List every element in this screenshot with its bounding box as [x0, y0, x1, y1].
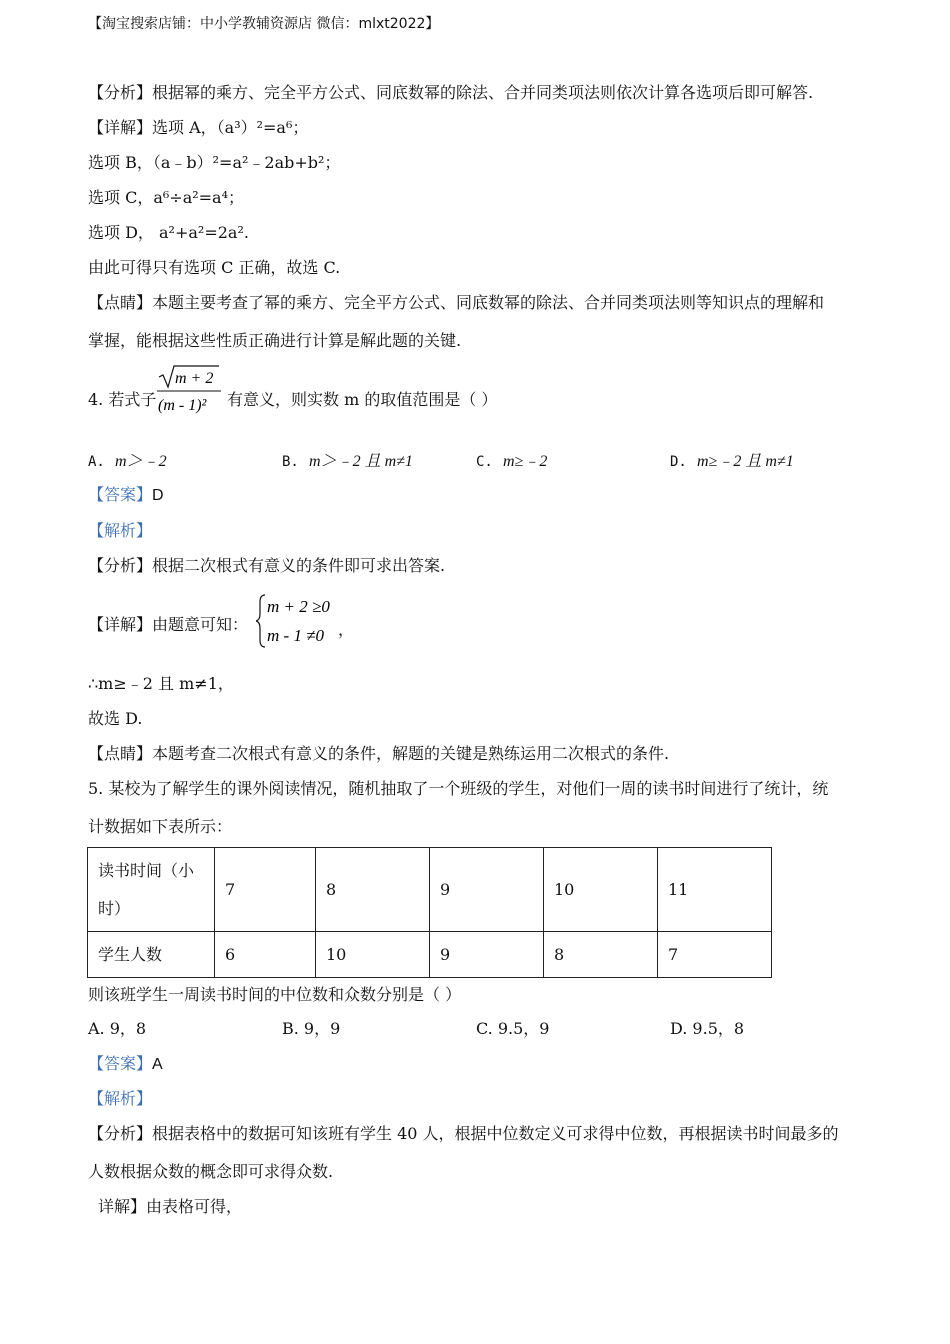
q4-analysis-tag: 【分析】 [88, 556, 153, 575]
q4-option-b-label: B. [282, 454, 299, 470]
q3-comment-line2: 掌握，能根据这些性质正确进行计算是解此题的关键. [88, 331, 462, 350]
q3-analysis [88, 83, 813, 103]
q5-hours-header-a: 读书时间（小 [98, 860, 195, 880]
q4-comment-text: 本题考查二次根式有意义的条件，解题的关键是熟练运用二次根式的条件. [152, 744, 670, 763]
q3-conclusion: 由此可得只有选项 C 正确，故选 C. [88, 258, 341, 277]
q5-count-header: 学生人数 [88, 932, 215, 978]
q4-option-b [282, 451, 413, 472]
q4-option-c [476, 451, 547, 472]
q5-answer-value: A [152, 1056, 163, 1073]
q5-answer [88, 1054, 163, 1075]
q5-analysis [88, 1124, 839, 1144]
q4-detail-tag: 【详解】 [88, 615, 153, 634]
q5-option-c: C. 9.5，9 [476, 1019, 550, 1038]
q4-choose: 故选 D. [88, 709, 143, 728]
q3-comment-tag: 【点睛】 [88, 293, 153, 312]
q4-explain-tag: 【解析】 [88, 521, 153, 540]
q3-analysis-text: 根据幂的乘方、完全平方公式、同底数幂的除法、合并同类项法则依次计算各选项后即可解答. [152, 83, 814, 102]
q5-count-cell: 9 [430, 932, 544, 978]
q5-option-d: D. 9.5，8 [670, 1019, 745, 1038]
q4-system-comma: ， [338, 620, 355, 639]
q4-option-d [670, 451, 794, 472]
q4-comment [88, 744, 669, 764]
q5-stem-line1: 5. 某校为了解学生的课外阅读情况，随机抽取了一个班级的学生，对他们一周的读书时间进行了统计，统 [88, 779, 829, 798]
q4-system-line1: m + 2 ≥0 [267, 597, 330, 616]
q4-option-c-text: m≥﹣2 [503, 453, 548, 470]
q5-stem-line2: 计数据如下表所示： [88, 817, 233, 836]
q5-data-table [87, 847, 772, 978]
q4-option-d-label: D. [670, 454, 687, 470]
q4-therefore: ∴m≥﹣2 且 m≠1， [88, 674, 234, 693]
q4-option-a [88, 451, 167, 472]
q3-detail-b: 选项 B，（a﹣b）²=a²﹣2ab+b²； [88, 153, 341, 172]
q4-numerator: m + 2 [175, 370, 214, 387]
q5-hours-cell: 8 [316, 848, 430, 932]
q4-stem-prefix: 4. 若式子 [88, 390, 157, 409]
q4-denominator: (m - 1)² [158, 397, 207, 414]
q3-detail-a-text: 选项 A，（a³）²=a⁶； [152, 118, 309, 137]
q4-stem-suffix: 有意义，则实数 m 的取值范围是（ ） [227, 390, 498, 409]
q5-hours-cell: 11 [658, 848, 772, 932]
q5-option-a: A. 9，8 [88, 1019, 147, 1038]
q4-radical-fraction [155, 362, 225, 418]
q5-count-cell: 8 [544, 932, 658, 978]
page-header-watermark: 【淘宝搜索店铺：中小学教辅资源店 微信：mlxt2022】 [88, 16, 440, 32]
q3-comment [88, 293, 824, 313]
q5-count-cell: 10 [316, 932, 430, 978]
q5-analysis-line2: 人数根据众数的概念即可求得众数. [88, 1162, 334, 1181]
q5-hours-cell: 9 [430, 848, 544, 932]
q5-explain-tag: 【解析】 [88, 1089, 153, 1108]
table-row [88, 932, 772, 978]
q3-detail-c: 选项 C，a⁶÷a²=a⁴； [88, 188, 245, 207]
table-row [88, 848, 772, 932]
q4-system-line2: m - 1 ≠0 [267, 626, 325, 645]
q5-detail-partial: 详解】由表格可得， [98, 1197, 243, 1216]
q4-option-c-label: C. [476, 454, 493, 470]
q5-count-cell: 6 [215, 932, 316, 978]
q4-option-a-text: m＞﹣2 [115, 453, 167, 470]
q4-option-d-text: m≥﹣2 且 m≠1 [697, 453, 794, 470]
q4-detail-text: 由题意可知： [152, 615, 249, 634]
q5-question: 则该班学生一周读书时间的中位数和众数分别是（ ） [88, 985, 462, 1004]
q5-analysis-line1: 根据表格中的数据可知该班有学生 40 人，根据中位数定义可求得中位数，再根据读书时间最多的 [152, 1124, 839, 1143]
q4-answer-value: D [152, 487, 164, 504]
q4-analysis-text: 根据二次根式有意义的条件即可求出答案. [152, 556, 446, 575]
left-brace-icon [256, 595, 265, 647]
q4-answer-tag: 【答案】 [88, 485, 153, 504]
q5-hours-cell: 10 [544, 848, 658, 932]
q3-detail-tag: 【详解】 [88, 118, 153, 137]
q5-analysis-tag: 【分析】 [88, 1124, 153, 1143]
q4-comment-tag: 【点睛】 [88, 744, 153, 763]
q3-analysis-tag: 【分析】 [88, 83, 153, 102]
q4-option-a-label: A. [88, 454, 105, 470]
q5-option-b: B. 9，9 [282, 1019, 341, 1038]
q3-detail-d: 选项 D， a²+a²=2a². [88, 223, 249, 242]
q4-detail [88, 615, 248, 635]
q4-option-b-text: m＞﹣2 且 m≠1 [309, 453, 413, 470]
q5-hours-header-b: 时） [98, 898, 131, 918]
q3-detail-a [88, 118, 308, 138]
q5-count-cell: 7 [658, 932, 772, 978]
q4-answer [88, 485, 164, 506]
q4-analysis [88, 556, 445, 576]
q5-hours-header [88, 848, 215, 932]
q5-hours-cell: 7 [215, 848, 316, 932]
q5-answer-tag: 【答案】 [88, 1054, 153, 1073]
q3-comment-line1: 本题主要考查了幂的乘方、完全平方公式、同底数幂的除法、合并同类项法则等知识点的理解和 [152, 293, 825, 312]
